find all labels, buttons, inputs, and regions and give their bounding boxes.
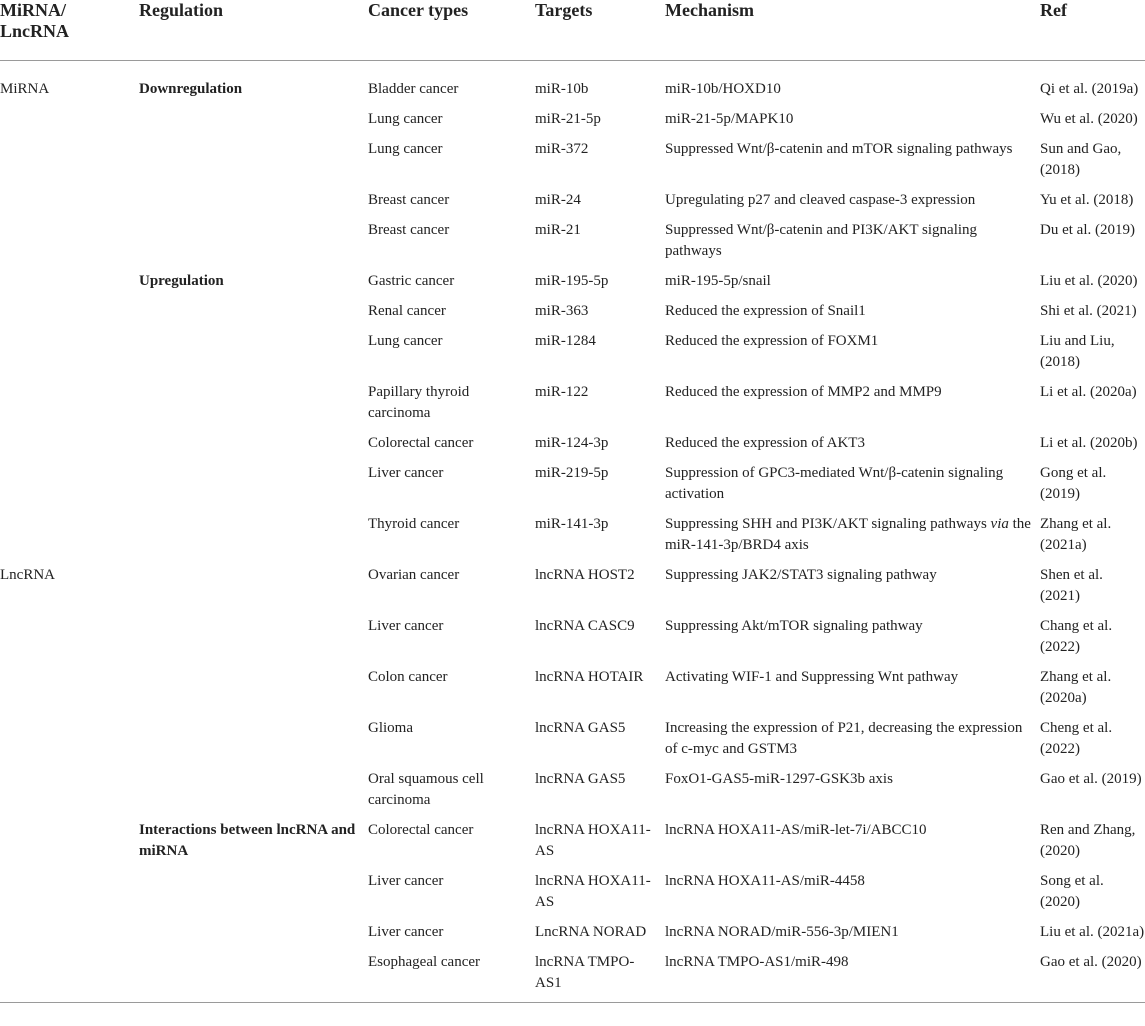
regulation-cell bbox=[139, 607, 368, 658]
target-cell: miR-10b bbox=[535, 81, 589, 97]
type-cell bbox=[0, 658, 139, 709]
regulation-cell bbox=[139, 658, 368, 709]
table-row bbox=[0, 211, 1145, 262]
table-row bbox=[0, 811, 1145, 862]
table-row bbox=[0, 322, 1145, 373]
table-row bbox=[0, 709, 1145, 760]
cancer-type-cell: Breast cancer bbox=[368, 192, 450, 208]
mechanism-cell: Suppressing Akt/mTOR signaling pathway bbox=[665, 618, 923, 634]
table-body bbox=[0, 61, 1145, 1003]
target-cell: miR-219-5p bbox=[535, 465, 609, 481]
cancer-type-cell: Thyroid cancer bbox=[368, 516, 460, 532]
type-cell bbox=[0, 913, 139, 943]
table-row bbox=[0, 556, 1145, 607]
mechanism-cell bbox=[665, 505, 1040, 556]
mechanism-cell: miR-10b/HOXD10 bbox=[665, 81, 781, 97]
mechanism-cell: Reduced the expression of MMP2 and MMP9 bbox=[665, 384, 942, 400]
mechanism-cell: FoxO1-GAS5-miR-1297-GSK3b axis bbox=[665, 771, 893, 787]
type-cell: LncRNA bbox=[0, 567, 55, 583]
regulation-cell bbox=[139, 556, 368, 607]
table-row bbox=[0, 658, 1145, 709]
mechanism-cell: Suppressed Wnt/β-catenin and PI3K/AKT signaling pathways bbox=[665, 222, 978, 259]
ref-cell: Sun and Gao, (2018) bbox=[1040, 141, 1122, 178]
mechanism-cell: miR-21-5p/MAPK10 bbox=[665, 111, 794, 127]
mechanism-cell: lncRNA HOXA11-AS/miR-let-7i/ABCC10 bbox=[665, 822, 927, 838]
mechanism-cell: Suppression of GPC3-mediated Wnt/β-catenin signaling activation bbox=[665, 465, 1004, 502]
table-row bbox=[0, 424, 1145, 454]
mechanism-cell: Increasing the expression of P21, decreasing the expression of c-myc and GSTM3 bbox=[665, 720, 1023, 757]
regulation-cell bbox=[139, 862, 368, 913]
ref-cell: Yu et al. (2018) bbox=[1040, 192, 1134, 208]
type-cell bbox=[0, 292, 139, 322]
cancer-type-cell: Lung cancer bbox=[368, 141, 443, 157]
type-cell bbox=[0, 100, 139, 130]
type-cell bbox=[0, 943, 139, 1003]
table-row bbox=[0, 262, 1145, 292]
type-cell bbox=[0, 862, 139, 913]
cancer-type-cell: Liver cancer bbox=[368, 873, 444, 889]
target-cell: miR-195-5p bbox=[535, 273, 609, 289]
type-cell bbox=[0, 505, 139, 556]
mechanism-text: the miR-141-3p/BRD4 axis bbox=[665, 516, 1031, 553]
type-cell bbox=[0, 454, 139, 505]
regulation-cell bbox=[139, 181, 368, 211]
target-cell: LncRNA NORAD bbox=[535, 924, 647, 940]
header-targets: Targets bbox=[535, 0, 665, 61]
regulation-cell bbox=[139, 130, 368, 181]
mechanism-cell: Activating WIF-1 and Suppressing Wnt pathway bbox=[665, 669, 959, 685]
cancer-type-cell: Ovarian cancer bbox=[368, 567, 460, 583]
cancer-type-cell: Colorectal cancer bbox=[368, 435, 474, 451]
target-cell: miR-122 bbox=[535, 384, 589, 400]
header-ref: Ref bbox=[1040, 0, 1145, 61]
table-row bbox=[0, 505, 1145, 556]
mechanism-cell: Reduced the expression of Snail1 bbox=[665, 303, 866, 319]
mechanism-cell: lncRNA HOXA11-AS/miR-4458 bbox=[665, 873, 865, 889]
ref-cell: Qi et al. (2019a) bbox=[1040, 81, 1139, 97]
mechanism-cell: Suppressed Wnt/β-catenin and mTOR signaling pathways bbox=[665, 141, 1013, 157]
type-cell bbox=[0, 607, 139, 658]
mechanism-cell: Suppressing JAK2/STAT3 signaling pathway bbox=[665, 567, 937, 583]
cancer-type-cell: Lung cancer bbox=[368, 333, 443, 349]
target-cell: lncRNA TMPO-AS1 bbox=[535, 943, 665, 1003]
cancer-type-cell: Bladder cancer bbox=[368, 81, 459, 97]
ref-cell: Shen et al. (2021) bbox=[1040, 567, 1103, 604]
regulation-cell bbox=[139, 322, 368, 373]
ref-cell: Liu et al. (2021a) bbox=[1040, 924, 1145, 940]
header-cancer-types: Cancer types bbox=[368, 0, 535, 61]
target-cell: lncRNA GAS5 bbox=[535, 720, 626, 736]
target-cell: miR-124-3p bbox=[535, 435, 609, 451]
table-row bbox=[0, 913, 1145, 943]
cancer-type-cell: Breast cancer bbox=[368, 222, 450, 238]
ref-cell: Liu and Liu, (2018) bbox=[1040, 333, 1115, 370]
type-cell: MiRNA bbox=[0, 81, 50, 97]
cancer-type-cell: Lung cancer bbox=[368, 111, 443, 127]
cancer-type-cell: Renal cancer bbox=[368, 303, 446, 319]
ref-cell: Zhang et al. (2020a) bbox=[1040, 669, 1112, 706]
table-row bbox=[0, 943, 1145, 1003]
ref-cell: Wu et al. (2020) bbox=[1040, 111, 1138, 127]
regulation-cell bbox=[139, 373, 368, 424]
target-cell: lncRNA HOST2 bbox=[535, 567, 635, 583]
ref-cell: Cheng et al. (2022) bbox=[1040, 720, 1113, 757]
regulation-cell: Downregulation bbox=[139, 81, 243, 97]
type-cell bbox=[0, 709, 139, 760]
ref-cell: Gong et al. (2019) bbox=[1040, 465, 1107, 502]
type-cell bbox=[0, 811, 139, 862]
mechanism-cell: Reduced the expression of AKT3 bbox=[665, 435, 865, 451]
mechanism-cell: Upregulating p27 and cleaved caspase-3 expression bbox=[665, 192, 976, 208]
type-cell bbox=[0, 424, 139, 454]
table-row bbox=[0, 130, 1145, 181]
ref-cell: Shi et al. (2021) bbox=[1040, 303, 1137, 319]
cancer-type-cell: Papillary thyroid carcinoma bbox=[368, 384, 470, 421]
ref-cell: Li et al. (2020a) bbox=[1040, 384, 1137, 400]
target-cell: miR-24 bbox=[535, 192, 581, 208]
ref-cell: Zhang et al. (2021a) bbox=[1040, 516, 1112, 553]
target-cell: miR-1284 bbox=[535, 333, 596, 349]
target-cell: lncRNA HOXA11-AS bbox=[535, 822, 651, 859]
target-cell: miR-372 bbox=[535, 141, 589, 157]
table-row bbox=[0, 292, 1145, 322]
mechanism-cell: lncRNA TMPO-AS1/miR-498 bbox=[665, 943, 1040, 1003]
table-row bbox=[0, 100, 1145, 130]
cancer-type-cell: Esophageal cancer bbox=[368, 943, 535, 1003]
target-cell: lncRNA HOTAIR bbox=[535, 669, 644, 685]
ref-cell: Gao et al. (2019) bbox=[1040, 771, 1142, 787]
type-cell bbox=[0, 130, 139, 181]
type-cell bbox=[0, 760, 139, 811]
type-cell bbox=[0, 262, 139, 292]
cancer-type-cell: Colorectal cancer bbox=[368, 822, 474, 838]
table-row bbox=[0, 454, 1145, 505]
ref-cell: Chang et al. (2022) bbox=[1040, 618, 1113, 655]
cancer-type-cell: Colon cancer bbox=[368, 669, 448, 685]
regulation-cell bbox=[139, 292, 368, 322]
mechanism-italic-text: via bbox=[990, 516, 1009, 532]
cancer-type-cell: Oral squamous cell carcinoma bbox=[368, 771, 484, 808]
type-cell bbox=[0, 211, 139, 262]
regulation-cell bbox=[139, 505, 368, 556]
ref-cell: Du et al. (2019) bbox=[1040, 222, 1135, 238]
target-cell: lncRNA HOXA11-AS bbox=[535, 873, 651, 910]
table-row bbox=[0, 373, 1145, 424]
regulation-cell: Upregulation bbox=[139, 273, 224, 289]
regulation-cell bbox=[139, 424, 368, 454]
table-header bbox=[0, 0, 1145, 61]
cancer-type-cell: Liver cancer bbox=[368, 618, 444, 634]
ref-cell: Song et al. (2020) bbox=[1040, 873, 1104, 910]
header-row bbox=[0, 0, 1145, 61]
type-cell bbox=[0, 181, 139, 211]
header-mechanism: Mechanism bbox=[665, 0, 1040, 61]
table-row bbox=[0, 760, 1145, 811]
regulation-cell: Interactions between lncRNA and miRNA bbox=[139, 822, 356, 859]
table-row bbox=[0, 862, 1145, 913]
ref-cell: Gao et al. (2020) bbox=[1040, 943, 1145, 1003]
regulation-cell bbox=[139, 709, 368, 760]
cancer-type-cell: Liver cancer bbox=[368, 924, 444, 940]
regulation-cell bbox=[139, 454, 368, 505]
target-cell: miR-141-3p bbox=[535, 516, 609, 532]
cancer-type-cell: Gastric cancer bbox=[368, 273, 455, 289]
mechanism-cell: Reduced the expression of FOXM1 bbox=[665, 333, 879, 349]
table-row bbox=[0, 607, 1145, 658]
ref-cell: Liu et al. (2020) bbox=[1040, 273, 1138, 289]
table-row bbox=[0, 61, 1145, 101]
regulation-cell bbox=[139, 943, 368, 1003]
ref-cell: Ren and Zhang, (2020) bbox=[1040, 822, 1136, 859]
target-cell: miR-363 bbox=[535, 303, 589, 319]
mechanism-text: Suppressing SHH and PI3K/AKT signaling pathways bbox=[665, 516, 991, 532]
type-cell bbox=[0, 322, 139, 373]
ref-cell: Li et al. (2020b) bbox=[1040, 435, 1138, 451]
regulation-cell bbox=[139, 913, 368, 943]
target-cell: lncRNA CASC9 bbox=[535, 618, 635, 634]
header-regulation: Regulation bbox=[139, 0, 368, 61]
regulation-cell bbox=[139, 211, 368, 262]
target-cell: miR-21 bbox=[535, 222, 581, 238]
cancer-type-cell: Liver cancer bbox=[368, 465, 444, 481]
target-cell: miR-21-5p bbox=[535, 111, 601, 127]
regulation-cell bbox=[139, 100, 368, 130]
regulation-cell bbox=[139, 760, 368, 811]
mechanism-cell: miR-195-5p/snail bbox=[665, 273, 771, 289]
mechanism-cell: lncRNA NORAD/miR-556-3p/MIEN1 bbox=[665, 924, 899, 940]
cancer-type-cell: Glioma bbox=[368, 720, 413, 736]
target-cell: lncRNA GAS5 bbox=[535, 771, 626, 787]
header-type: MiRNA/ LncRNA bbox=[0, 0, 139, 61]
table-row bbox=[0, 181, 1145, 211]
type-cell bbox=[0, 373, 139, 424]
